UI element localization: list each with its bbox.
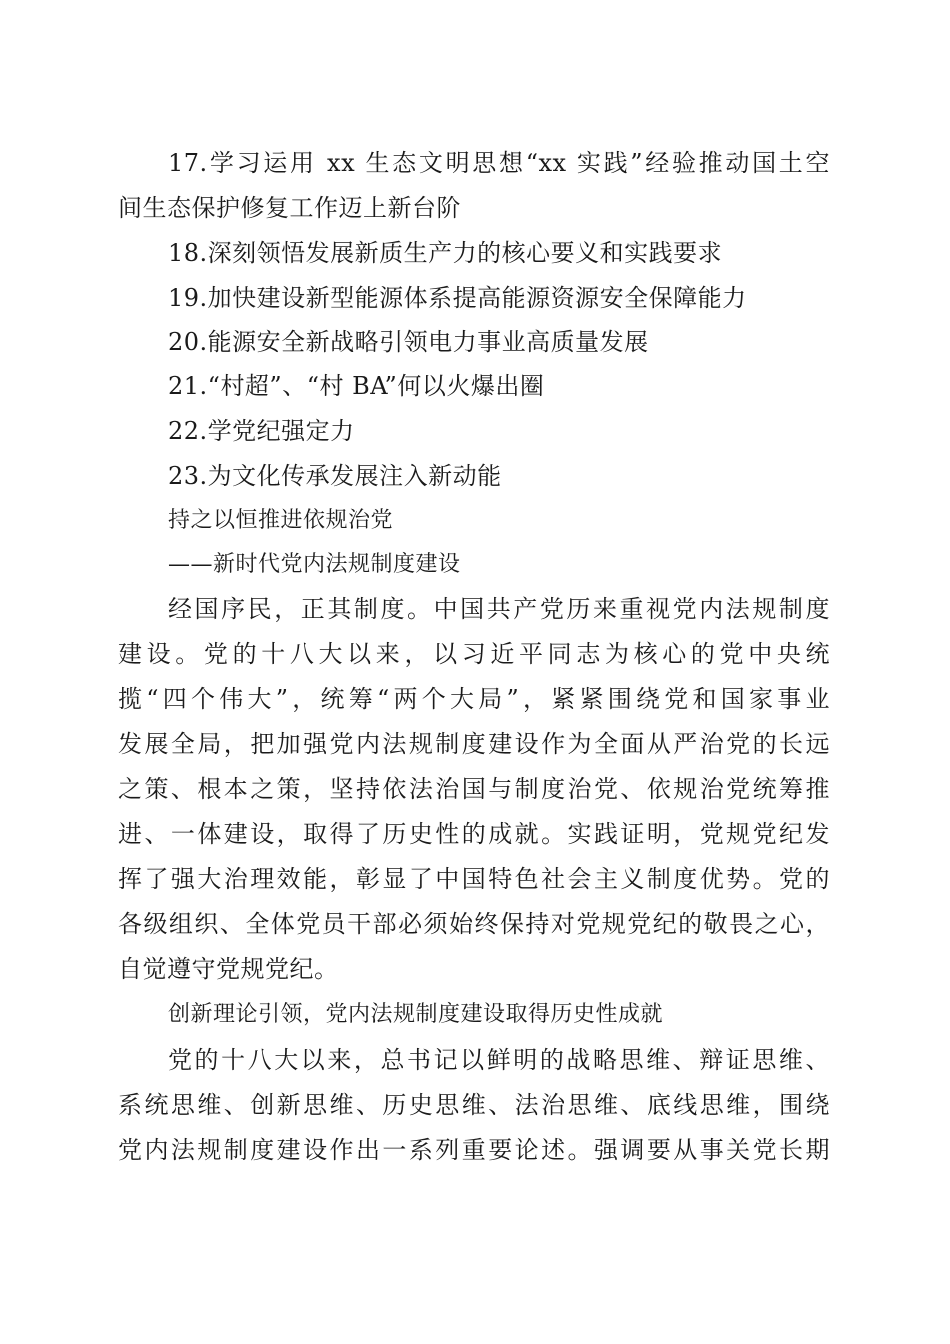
paragraph-2-line-3: 党内法规制度建设作出一系列重要论述。强调要从事关党长期 bbox=[118, 1136, 830, 1164]
section-heading: 创新理论引领，党内法规制度建设取得历史性成就 bbox=[168, 1002, 664, 1027]
article-title: 持之以恒推进依规治党 bbox=[168, 508, 394, 533]
paragraph-1-line-9: 自觉遵守党规党纪。 bbox=[118, 955, 339, 983]
paragraph-1-line-3: 揽“四个伟大”，统筹“两个大局”，紧紧围绕党和国家事业 bbox=[118, 685, 830, 713]
list-item-17-line-1: 17.学习运用 xx 生态文明思想“xx 实践”经验推动国土空 bbox=[168, 149, 830, 177]
paragraph-1-line-7: 挥了强大治理效能，彰显了中国特色社会主义制度优势。党的 bbox=[118, 865, 830, 893]
list-item-18: 18.深刻领悟发展新质生产力的核心要义和实践要求 bbox=[168, 239, 723, 267]
paragraph-1-line-4: 发展全局，把加强党内法规制度建设作为全面从严治党的长远 bbox=[118, 730, 830, 758]
list-item-21: 21.“村超”、“村 BA”何以火爆出圈 bbox=[168, 372, 545, 400]
paragraph-2-line-2: 系统思维、创新思维、历史思维、法治思维、底线思维，围绕 bbox=[118, 1091, 830, 1119]
paragraph-2-line-1: 党的十八大以来，总书记以鲜明的战略思维、辩证思维、 bbox=[168, 1046, 830, 1074]
paragraph-1-line-5: 之策、根本之策，坚持依法治国与制度治党、依规治党统筹推 bbox=[118, 775, 830, 803]
paragraph-1-line-1: 经国序民，正其制度。中国共产党历来重视党内法规制度 bbox=[168, 595, 830, 623]
list-item-17-line-2: 间生态保护修复工作迈上新台阶 bbox=[118, 194, 461, 222]
list-item-20: 20.能源安全新战略引领电力事业高质量发展 bbox=[168, 328, 649, 356]
paragraph-1-line-6: 进、一体建设，取得了历史性的成就。实践证明，党规党纪发 bbox=[118, 820, 830, 848]
article-subtitle: ——新时代党内法规制度建设 bbox=[168, 552, 461, 577]
paragraph-1-line-8: 各级组织、全体党员干部必须始终保持对党规党纪的敬畏之心， bbox=[118, 910, 830, 938]
list-item-22: 22.学党纪强定力 bbox=[168, 417, 355, 445]
list-item-23: 23.为文化传承发展注入新动能 bbox=[168, 462, 502, 490]
list-item-19: 19.加快建设新型能源体系提高能源资源安全保障能力 bbox=[168, 284, 747, 312]
paragraph-1-line-2: 建设。党的十八大以来，以习近平同志为核心的党中央统 bbox=[118, 640, 830, 668]
